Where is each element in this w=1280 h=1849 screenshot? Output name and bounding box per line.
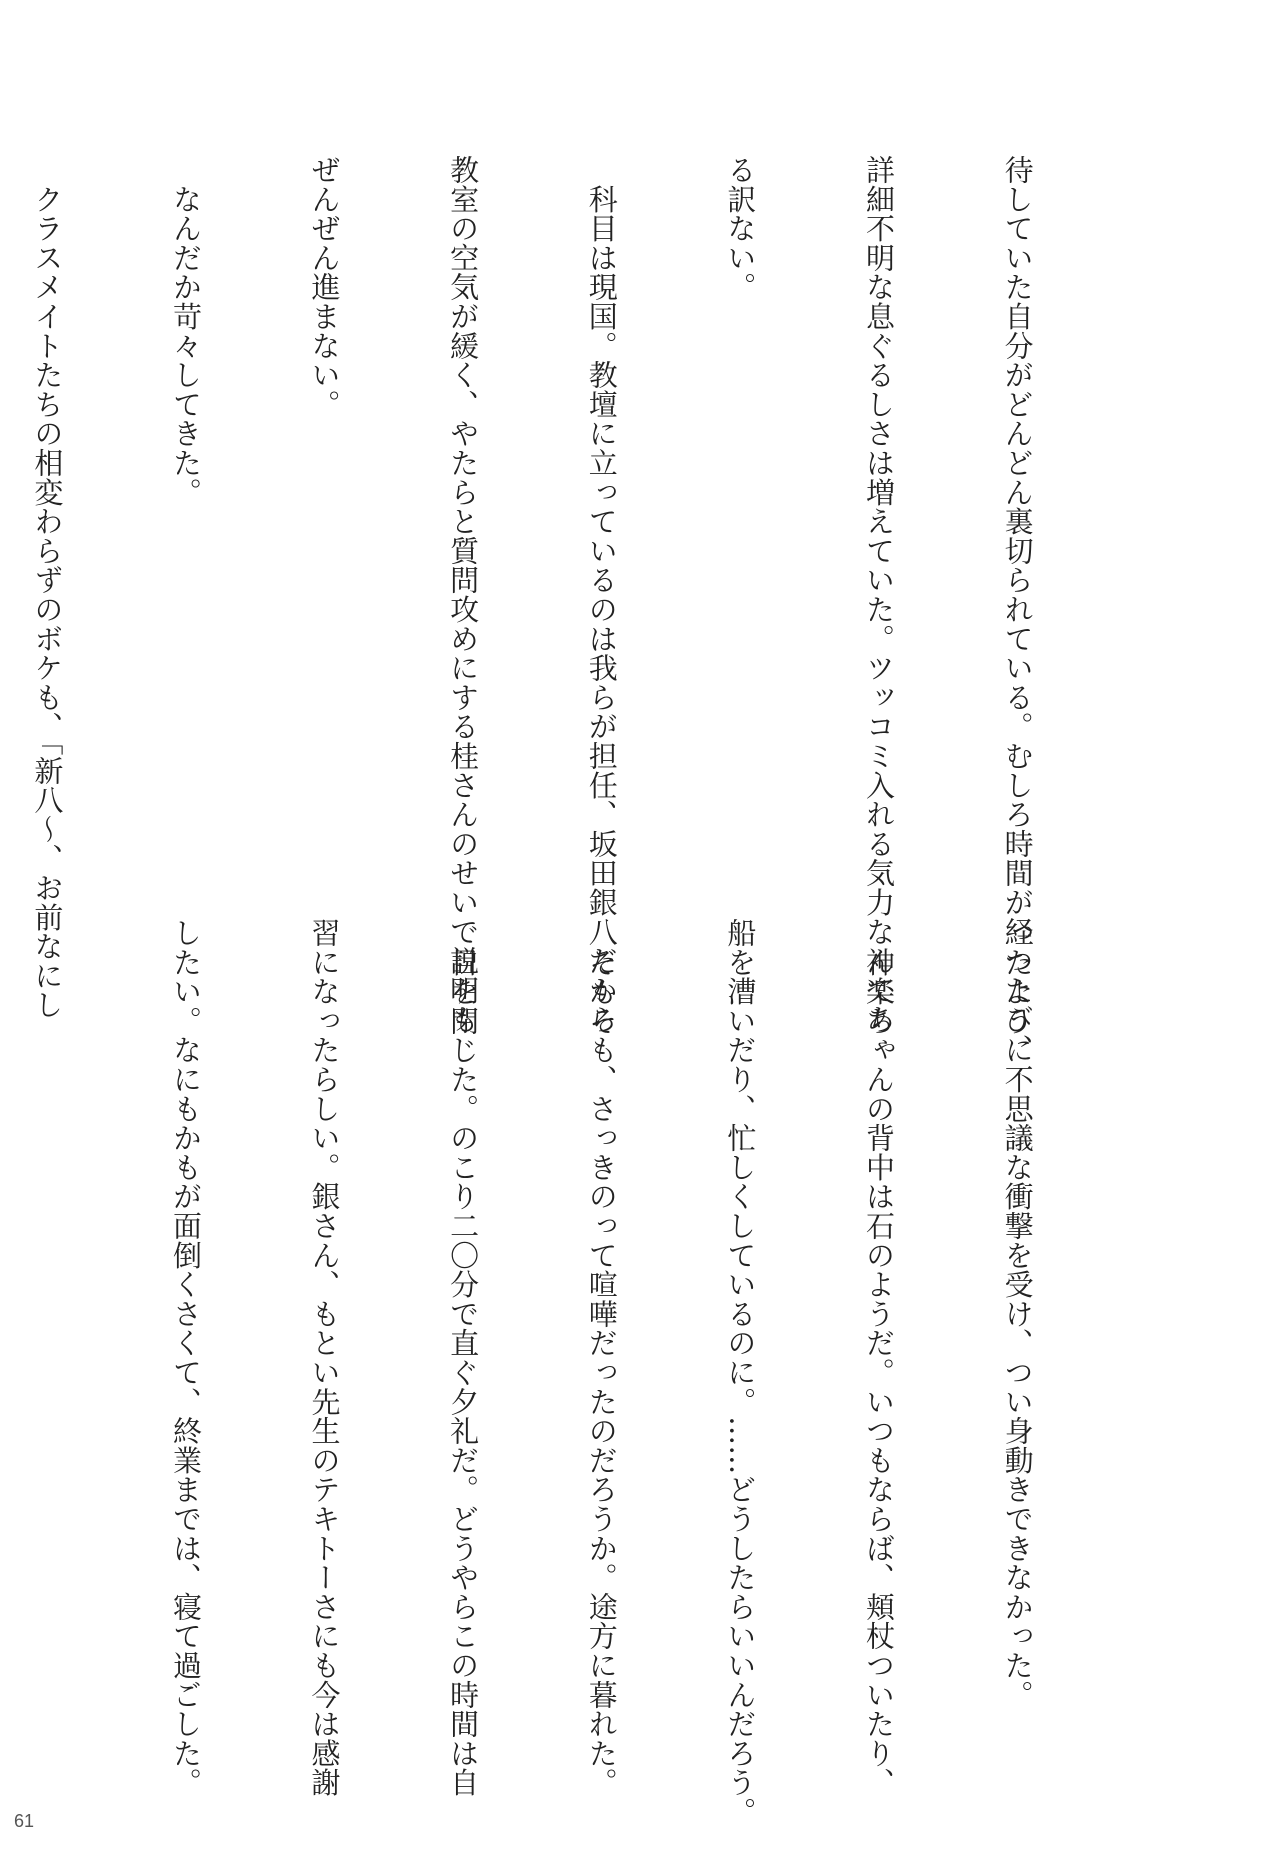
page-number: 61: [14, 1811, 35, 1831]
text-column: 神楽ちゃんの背中は石のようだ。いつもならば、頬杖ついたり、: [861, 918, 896, 1797]
text-column: 科目は現国。教壇に立っているのは我らが担任、坂田銀八だから: [584, 155, 619, 1034]
text-column: 教室の空気が緩く、やたらと質問攻めにする桂さんのせいで説明も: [446, 155, 481, 1034]
text-column: 習になったらしい。銀さん、もとい先生のテキトーさにも今は感謝: [307, 918, 342, 1797]
text-column: 待していた自分がどんどん裏切られている。むしろ時間が経つたび、: [1000, 155, 1035, 1064]
text-column: 詳細不明な息ぐるしさは増えていた。ツッコミ入れる気力なんてあ: [861, 155, 896, 1034]
text-column: ったように不思議な衝撃を受け、つい身動きできなかった。: [1000, 918, 1035, 1710]
text-column: る訳ない。: [723, 155, 758, 302]
text-column: そもそも、さっきのって喧嘩だったのだろうか。途方に暮れた。: [584, 918, 619, 1797]
text-column: 目を閉じた。のこり二〇分で直ぐ夕礼だ。どうやらこの時間は自: [446, 918, 481, 1797]
text-column: クラスメイトたちの相変わらずのボケも、「新八〜、お前なにし: [30, 155, 65, 1020]
text-column: なんだか苛々してきた。: [168, 155, 203, 507]
text-column: したい。なにもかもが面倒くさくて、終業までは、寝て過ごした。: [168, 918, 203, 1797]
text-block-top: [0, 155, 1133, 1064]
text-column: 船を漕いだり、忙しくしているのに。……どうしたらいいんだろう。: [723, 918, 758, 1827]
text-column: ぜんぜん進まない。: [307, 155, 342, 419]
